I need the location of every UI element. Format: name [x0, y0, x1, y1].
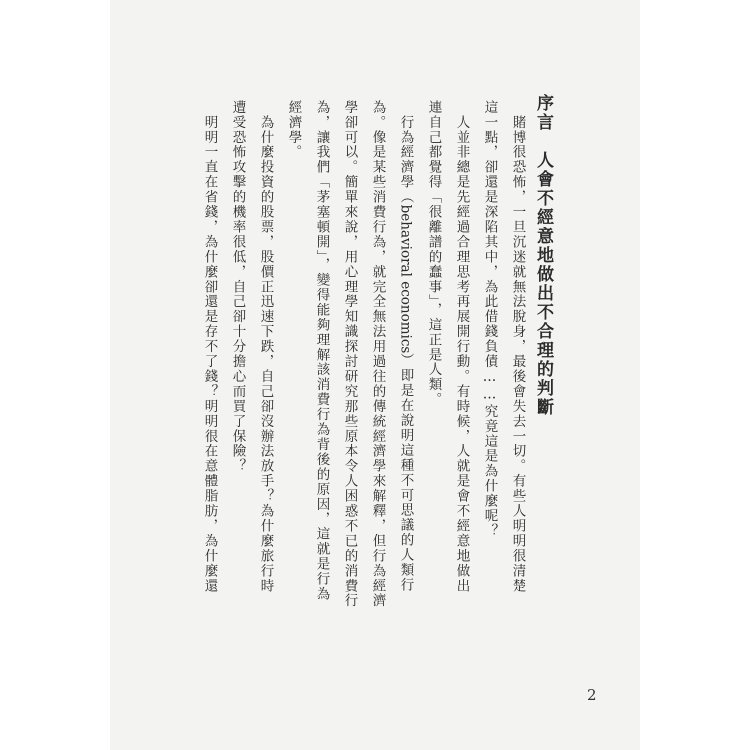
text-column-10: 為什麼投資的股票，股價正迅速下跌，自己卻沒辦法放手？為什麼旅行時: [257, 100, 274, 594]
text-column-11: 遭受恐怖攻擊的機率很低，自己卻十分擔心而買了保險？: [229, 100, 246, 474]
text-column-8: 為，讓我們「茅塞頓開」，變得能夠理解該消費行為背後的原因，這就是行為: [313, 100, 330, 602]
text-column-4: 連自己都覺得「很離譜的蠢事」，這正是人類。: [425, 100, 442, 408]
text-column-7: 學卻可以。簡單來說，用心理學知識探討研究那些原本令人困惑不已的消費行: [341, 100, 358, 609]
preface-title: 序言 人會不經意地做出不合理的判斷: [533, 94, 553, 417]
text-column-5: [398, 100, 412, 593]
book-page: [110, 0, 640, 750]
text-column-1: 賭博很恐怖，一旦沉迷就無法脫身，最後會失去一切。有些人明明很清楚: [509, 100, 526, 594]
text-column-3: 人並非總是先經過合理思考再展開行動。有時候，人就是會不經意地做出: [453, 100, 470, 594]
text-column-5-part-1: 行為經濟學（: [397, 100, 414, 205]
text-column-12: 明明一直在省錢，為什麼卻還是存不了錢？明明很在意體脂肪，為什麼還: [201, 100, 218, 594]
text-column-5-latin: behavioral economics: [397, 204, 414, 354]
page-number: 2: [587, 686, 597, 704]
text-column-5-part-2: ）即是在說明這種不可思議的人類行: [397, 353, 414, 593]
text-column-2: 這一點，卻還是深陷其中，為此借錢負債……究竟這是為什麼呢？: [481, 100, 498, 539]
text-column-9: 經濟學。: [285, 100, 302, 160]
text-column-6: 為。像是某些消費行為，就完全無法用過往的傳統經濟學來解釋，但行為經濟: [369, 100, 386, 609]
